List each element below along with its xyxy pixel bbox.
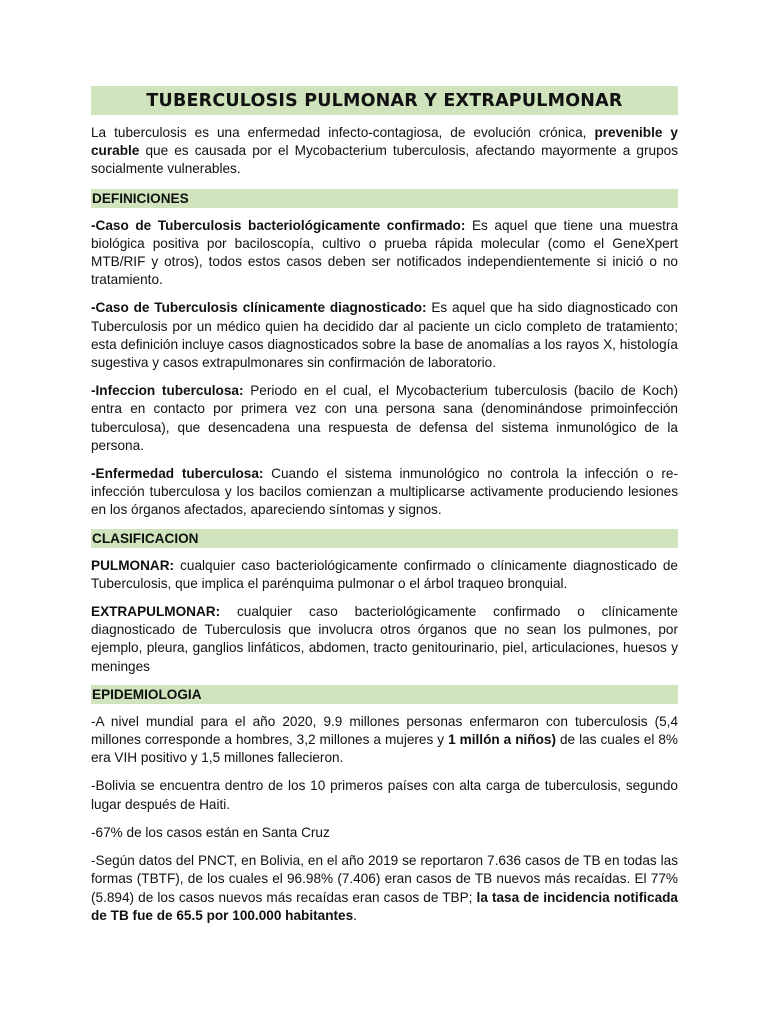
section-header-clasificacion	[91, 529, 678, 548]
classification-paragraph	[91, 557, 678, 593]
definition-paragraph	[91, 299, 678, 372]
definition-term: -Caso de Tuberculosis clínicamente diagnosticado:	[91, 300, 427, 316]
intro-text-b: que es causada por el Mycobacterium tuberculosis, afectando mayormente a grupos socialmente vulnerables.	[91, 143, 678, 177]
intro-bold: prevenible y curable	[91, 125, 678, 159]
section-header-epidemiologia	[91, 685, 678, 704]
definition-text: Es aquel que ha sido diagnosticado con Tuberculosis por un médico quien ha decidido dar al paciente un ciclo completo de tratamiento; esta definición incluye casos diagnosticados sobre la base de anomalías a los rayos X, histología sugestiva y casos extrapulmonares sin confirmación de laboratorio.	[91, 300, 678, 371]
epidemiology-bold: la tasa de incidencia notificada de TB fue de 65.5 por 100.000 habitantes	[91, 889, 678, 923]
definition-text: Es aquel que tiene una muestra biológica positiva por baciloscopía, cultivo o prueba rápida molecular (como el GeneXpert MTB/RIF y otros), todos estos casos deben ser notificados independientemente si inició o no tratamiento.	[91, 217, 679, 288]
definition-text: Cuando el sistema inmunológico no controla la infección o re-infección tuberculosa y los bacilos comienzan a multiplicarse activamente produciendo lesiones en los órganos afectados, apareciendo síntomas y signos.	[91, 466, 678, 518]
definition-term: -Enfermedad tuberculosa:	[91, 466, 264, 482]
classification-text: cualquier caso bacteriológicamente confirmado o clínicamente diagnosticado de Tuberculosis, que implica el parénquima pulmonar o el árbol traqueo bronquial.	[91, 557, 678, 591]
definition-term: -Infeccion tuberculosa:	[91, 383, 244, 399]
section-header-text: CLASIFICACION	[92, 530, 199, 546]
epidemiology-paragraph	[91, 713, 678, 768]
definition-paragraph	[91, 217, 678, 290]
title-text: TUBERCULOSIS PULMONAR Y EXTRAPULMONAR	[146, 90, 623, 111]
definition-text: Periodo en el cual, el Mycobacterium tuberculosis (bacilo de Koch) entra en contacto por primera vez con una persona sana (denominándose primoinfección tuberculosa), que desencadena una respuesta de defensa del sistema inmunológico de la persona.	[91, 383, 678, 453]
intro-paragraph	[91, 124, 678, 179]
epidemiology-text-b: de las cuales el 8% era VIH positivo y 1,5 millones fallecieron.	[91, 732, 678, 766]
epidemiology-text-a: -A nivel mundial para el año 2020, 9.9 millones personas enfermaron con tuberculosis (5,4 millones corresponde a hombres, 3,2 millones a mujeres y	[91, 713, 678, 748]
epidemiology-bold: 1 millón a niños)	[448, 732, 556, 748]
epidemiology-paragraph	[91, 852, 678, 925]
definition-paragraph	[91, 382, 678, 455]
epidemiology-paragraph: -67% de los casos están en Santa Cruz	[91, 824, 330, 840]
epidemiology-text-a: -Según datos del PNCT, en Bolivia, en el año 2019 se reportaron 7.636 casos de TB en todas las formas (TBTF), de los cuales el 96.98% (7.406) eran casos de TB nuevos más recaídas. El 77% (5.894) de los casos nuevos más recaídas eran casos de TBP;	[91, 853, 678, 905]
document-title	[91, 86, 678, 115]
epidemiology-text-b: .	[353, 907, 357, 923]
document-content	[91, 86, 678, 925]
classification-term: PULMONAR:	[91, 557, 175, 573]
classification-paragraph	[91, 603, 678, 676]
section-header-definiciones	[91, 189, 678, 208]
section-header-text: DEFINICIONES	[92, 190, 189, 206]
classification-term: EXTRAPULMONAR:	[91, 604, 221, 620]
definition-term: -Caso de Tuberculosis bacteriológicamente confirmado:	[91, 217, 466, 233]
definition-paragraph	[91, 465, 678, 520]
intro-text-a: La tuberculosis es una enfermedad infecto-contagiosa, de evolución crónica,	[91, 125, 595, 140]
classification-text: cualquier caso bacteriológicamente confirmado o clínicamente diagnosticado de Tuberculosis que involucra otros órganos que no sean los pulmones, por ejemplo, pleura, ganglios linfáticos, abdomen, tracto genitourinario, piel, articulaciones, huesos y meninges	[91, 604, 678, 674]
section-header-text: EPIDEMIOLOGIA	[92, 686, 202, 702]
epidemiology-paragraph: -Bolivia se encuentra dentro de los 10 primeros países con alta carga de tuberculosis, segundo lugar después de Haiti.	[91, 778, 678, 812]
